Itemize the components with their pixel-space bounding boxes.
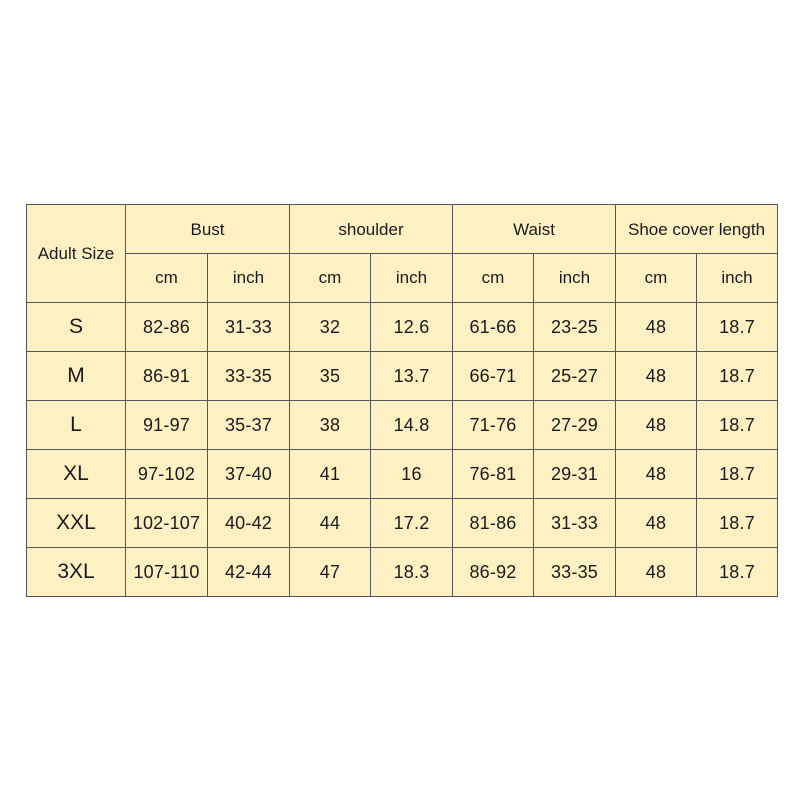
shoulder-inch-cell: 17.2 [371,499,453,548]
shoulder-inch-cell: 12.6 [371,303,453,352]
shoulder-cm-header: cm [290,254,371,303]
bust-inch-header: inch [208,254,290,303]
table-row [27,303,778,352]
shoulder-cm-cell: 47 [290,548,371,597]
size-cell: L [27,401,126,450]
bust-inch-cell: 42-44 [208,548,290,597]
shoulder-inch-cell: 16 [371,450,453,499]
waist-inch-cell: 25-27 [534,352,616,401]
waist-inch-cell: 33-35 [534,548,616,597]
unit-header-row [27,254,778,303]
shoe-cover-length-header: Shoe cover length [616,205,778,254]
waist-inch-cell: 23-25 [534,303,616,352]
bust-inch-cell: 31-33 [208,303,290,352]
bust-cm-cell: 102-107 [126,499,208,548]
table-row [27,450,778,499]
waist-cm-cell: 86-92 [453,548,534,597]
size-cell: XXL [27,499,126,548]
waist-inch-header: inch [534,254,616,303]
shoulder-cm-cell: 35 [290,352,371,401]
size-chart-table [26,204,778,597]
shoe-cover-cm-cell: 48 [616,499,697,548]
shoe-cover-inch-cell: 18.7 [697,352,778,401]
table-row [27,401,778,450]
bust-cm-cell: 86-91 [126,352,208,401]
shoulder-cm-cell: 44 [290,499,371,548]
table-row [27,352,778,401]
shoulder-cm-cell: 38 [290,401,371,450]
shoulder-cm-cell: 32 [290,303,371,352]
size-cell: XL [27,450,126,499]
waist-inch-cell: 27-29 [534,401,616,450]
shoe-cover-inch-header: inch [697,254,778,303]
waist-header: Waist [453,205,616,254]
shoe-cover-cm-cell: 48 [616,450,697,499]
waist-cm-cell: 81-86 [453,499,534,548]
shoulder-inch-cell: 13.7 [371,352,453,401]
table-row [27,499,778,548]
shoulder-cm-cell: 41 [290,450,371,499]
shoe-cover-inch-cell: 18.7 [697,401,778,450]
shoe-cover-cm-cell: 48 [616,548,697,597]
shoe-cover-cm-cell: 48 [616,401,697,450]
bust-cm-cell: 82-86 [126,303,208,352]
size-cell: S [27,303,126,352]
shoe-cover-cm-header: cm [616,254,697,303]
shoulder-inch-cell: 18.3 [371,548,453,597]
bust-inch-cell: 40-42 [208,499,290,548]
bust-cm-cell: 107-110 [126,548,208,597]
waist-cm-cell: 76-81 [453,450,534,499]
waist-cm-cell: 66-71 [453,352,534,401]
waist-inch-cell: 29-31 [534,450,616,499]
shoulder-inch-header: inch [371,254,453,303]
bust-cm-cell: 91-97 [126,401,208,450]
shoe-cover-inch-cell: 18.7 [697,450,778,499]
shoulder-header: shoulder [290,205,453,254]
waist-inch-cell: 31-33 [534,499,616,548]
waist-cm-cell: 61-66 [453,303,534,352]
bust-inch-cell: 33-35 [208,352,290,401]
table-row [27,548,778,597]
size-cell: M [27,352,126,401]
shoe-cover-inch-cell: 18.7 [697,548,778,597]
bust-cm-header: cm [126,254,208,303]
adult-size-header: Adult Size [27,205,126,303]
shoe-cover-inch-cell: 18.7 [697,499,778,548]
shoulder-inch-cell: 14.8 [371,401,453,450]
waist-cm-cell: 71-76 [453,401,534,450]
shoe-cover-cm-cell: 48 [616,303,697,352]
shoe-cover-inch-cell: 18.7 [697,303,778,352]
group-header-row [27,205,778,254]
bust-inch-cell: 37-40 [208,450,290,499]
bust-cm-cell: 97-102 [126,450,208,499]
waist-cm-header: cm [453,254,534,303]
shoe-cover-cm-cell: 48 [616,352,697,401]
bust-inch-cell: 35-37 [208,401,290,450]
size-cell: 3XL [27,548,126,597]
bust-header: Bust [126,205,290,254]
